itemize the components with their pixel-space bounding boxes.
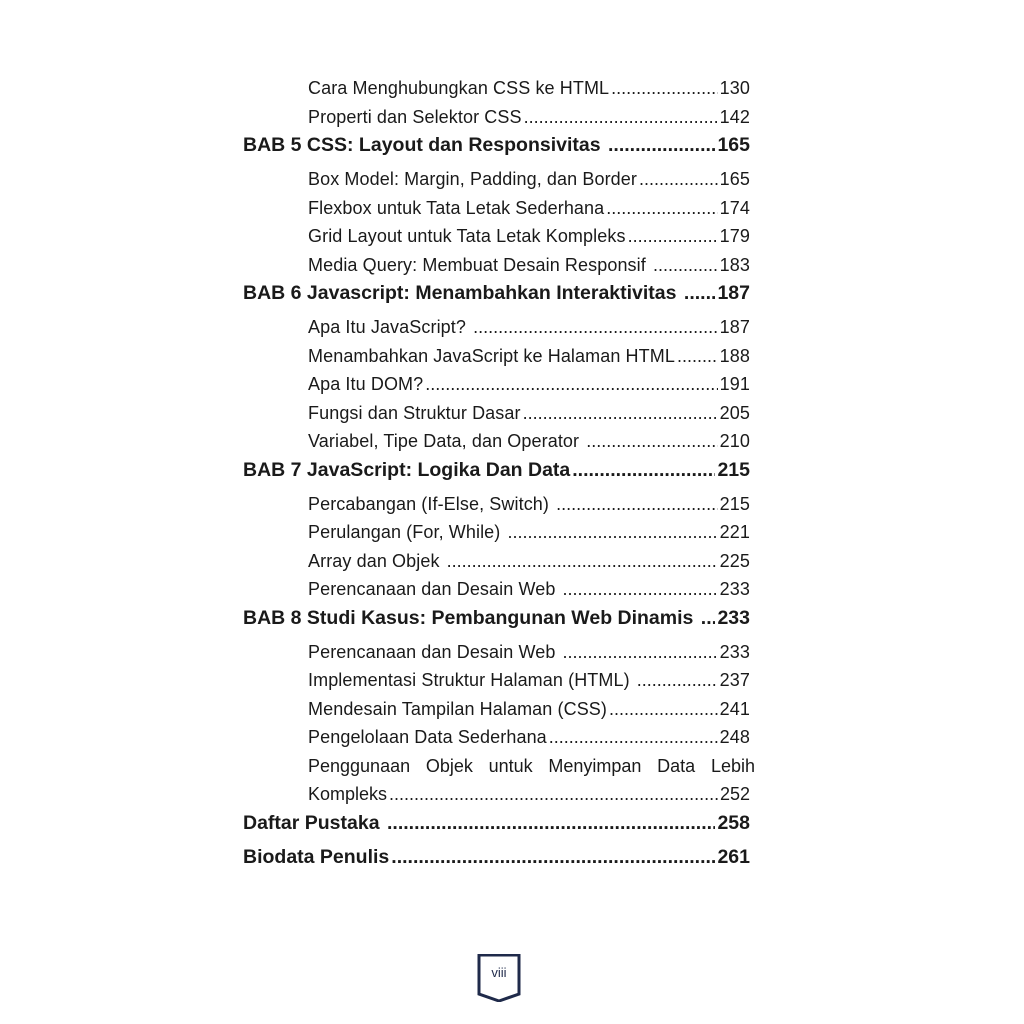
- toc-section-entry: [243, 313, 750, 342]
- dot-leader: [586, 427, 717, 456]
- dot-leader: [563, 638, 718, 667]
- dot-leader: [637, 666, 718, 695]
- toc-entries: [243, 74, 750, 752]
- toc-entry-page: 215: [717, 458, 750, 481]
- dot-leader: [611, 74, 718, 103]
- wrapped-title-word: Menyimpan: [548, 755, 642, 776]
- toc-entry-title: Array dan Objek: [308, 550, 445, 571]
- dot-leader: [389, 780, 718, 809]
- page-number: viii: [491, 965, 507, 980]
- toc-section-entry: [243, 251, 750, 280]
- toc-entry-title: BAB 7 JavaScript: Logika Dan Data: [243, 458, 571, 481]
- toc-entry-page: 221: [719, 522, 750, 542]
- dot-leader: [507, 518, 717, 547]
- wrapped-title-line-2: [308, 780, 750, 809]
- toc-entry-page: 191: [719, 374, 750, 394]
- toc-entry-title: Perulangan (For, While): [308, 522, 506, 542]
- dot-leader: [549, 723, 718, 752]
- toc-section-entry: [243, 695, 750, 724]
- table-of-contents: [243, 74, 755, 877]
- toc-entry-page: 183: [719, 254, 750, 275]
- toc-chapter-entry: [243, 131, 750, 159]
- toc-entry-page: 225: [719, 550, 750, 571]
- dot-leader: [653, 251, 718, 280]
- toc-entry-title: Variabel, Tipe Data, dan Operator: [308, 431, 585, 451]
- toc-entry-title: Apa Itu DOM?: [308, 374, 424, 394]
- dot-leader: [523, 399, 718, 428]
- dot-leader: [556, 490, 718, 519]
- page-number-badge: [477, 954, 521, 1002]
- toc-section-entry: [243, 666, 750, 695]
- toc-entry-title: Flexbox untuk Tata Letak Sederhana: [308, 197, 605, 218]
- wrapped-title-word: untuk: [488, 755, 533, 776]
- dot-leader: [387, 809, 715, 837]
- toc-entry-wrapped: [243, 752, 755, 809]
- toc-entry-page: 233: [719, 579, 750, 599]
- toc-entry-title: Apa Itu JavaScript?: [308, 317, 472, 337]
- toc-entry-title: Pengelolaan Data Sederhana: [308, 727, 547, 747]
- toc-entry-page: 237: [719, 670, 750, 690]
- toc-section-entry: [243, 490, 750, 519]
- toc-entry-page: 165: [719, 169, 750, 189]
- toc-entry-page: 241: [719, 698, 750, 719]
- wrapped-title-word: Penggunaan: [308, 755, 411, 776]
- toc-entry-title: Media Query: Membuat Desain Responsif: [308, 254, 651, 275]
- toc-chapter-entry: [243, 604, 750, 632]
- toc-section-entry: [243, 74, 750, 103]
- dot-leader: [425, 370, 717, 399]
- dot-leader: [563, 575, 718, 604]
- toc-entry-page: 261: [717, 845, 750, 868]
- toc-entry-page: 252: [719, 784, 750, 804]
- toc-entry-page: 165: [717, 134, 750, 156]
- dot-leader: [609, 695, 718, 724]
- toc-tail-entries: [243, 809, 750, 871]
- toc-section-entry: [243, 194, 750, 223]
- toc-section-entry: [243, 342, 750, 371]
- toc-section-entry: [243, 518, 750, 547]
- toc-entry-title: Perencanaan dan Desain Web: [308, 579, 561, 599]
- toc-chapter-entry: [243, 279, 750, 307]
- toc-entry-title: BAB 6 Javascript: Menambahkan Interaktivitas: [243, 282, 682, 304]
- toc-entry-page: 248: [719, 727, 750, 747]
- dot-leader: [639, 165, 718, 194]
- toc-entry-title: Fungsi dan Struktur Dasar: [308, 402, 521, 423]
- toc-entry-title: BAB 5 CSS: Layout dan Responsivitas: [243, 134, 606, 156]
- dot-leader: [473, 313, 718, 342]
- dot-leader: [701, 604, 716, 632]
- toc-entry-page: 130: [719, 78, 750, 98]
- toc-entry-page: 188: [719, 345, 750, 366]
- toc-entry-title: Implementasi Struktur Halaman (HTML): [308, 670, 635, 690]
- toc-entry-title: BAB 8 Studi Kasus: Pembangunan Web Dinamis: [243, 606, 699, 629]
- dot-leader: [524, 103, 718, 132]
- dot-leader: [572, 456, 715, 484]
- toc-entry-page: 187: [719, 317, 750, 337]
- toc-entry-title: Properti dan Selektor CSS: [308, 106, 522, 127]
- toc-entry-title: Daftar Pustaka: [243, 811, 385, 834]
- toc-section-entry: [243, 638, 750, 667]
- toc-section-entry: [243, 370, 750, 399]
- toc-entry-page: 205: [719, 402, 750, 423]
- dot-leader: [684, 279, 716, 307]
- toc-section-entry: [243, 222, 750, 251]
- dot-leader: [606, 194, 717, 223]
- wrapped-title-word: Lebih: [710, 755, 755, 776]
- toc-section-entry: [243, 399, 750, 428]
- dot-leader: [447, 547, 718, 576]
- wrapped-title-line: [308, 752, 755, 781]
- toc-entry-title: Mendesain Tampilan Halaman (CSS): [308, 698, 608, 719]
- toc-entry-title: Cara Menghubungkan CSS ke HTML: [308, 78, 610, 98]
- wrapped-title-word: Objek: [425, 755, 473, 776]
- toc-entry-page: 215: [719, 493, 750, 514]
- dot-leader: [391, 843, 715, 871]
- dot-leader: [608, 131, 715, 159]
- toc-chapter-entry: [243, 843, 750, 871]
- toc-section-entry: [243, 723, 750, 752]
- wrapped-title-word: Data: [657, 755, 696, 776]
- toc-section-entry: [243, 427, 750, 456]
- toc-entry-title: Biodata Penulis: [243, 845, 390, 868]
- toc-entry-title: Kompleks: [308, 784, 388, 804]
- dot-leader: [677, 342, 718, 371]
- toc-chapter-entry: [243, 456, 750, 484]
- toc-section-entry: [243, 165, 750, 194]
- toc-entry-page: 258: [717, 811, 750, 834]
- toc-entry-page: 233: [717, 606, 750, 629]
- toc-section-entry: [243, 575, 750, 604]
- toc-section-entry: [243, 547, 750, 576]
- toc-entry-title: Menambahkan JavaScript ke Halaman HTML: [308, 345, 675, 366]
- dot-leader: [628, 222, 718, 251]
- toc-entry-page: 179: [719, 226, 750, 246]
- toc-section-entry: [243, 103, 750, 132]
- toc-entry-page: 187: [717, 282, 750, 304]
- toc-entry-page: 233: [719, 641, 750, 662]
- toc-entry-page: 210: [719, 431, 750, 451]
- toc-entry-title: Box Model: Margin, Padding, dan Border: [308, 169, 637, 189]
- toc-entry-title: Percabangan (If-Else, Switch): [308, 493, 555, 514]
- toc-entry-page: 142: [719, 106, 750, 127]
- toc-entry-title: Grid Layout untuk Tata Letak Kompleks: [308, 226, 626, 246]
- toc-entry-title: Perencanaan dan Desain Web: [308, 641, 561, 662]
- toc-entry-page: 174: [719, 197, 750, 218]
- toc-chapter-entry: [243, 809, 750, 837]
